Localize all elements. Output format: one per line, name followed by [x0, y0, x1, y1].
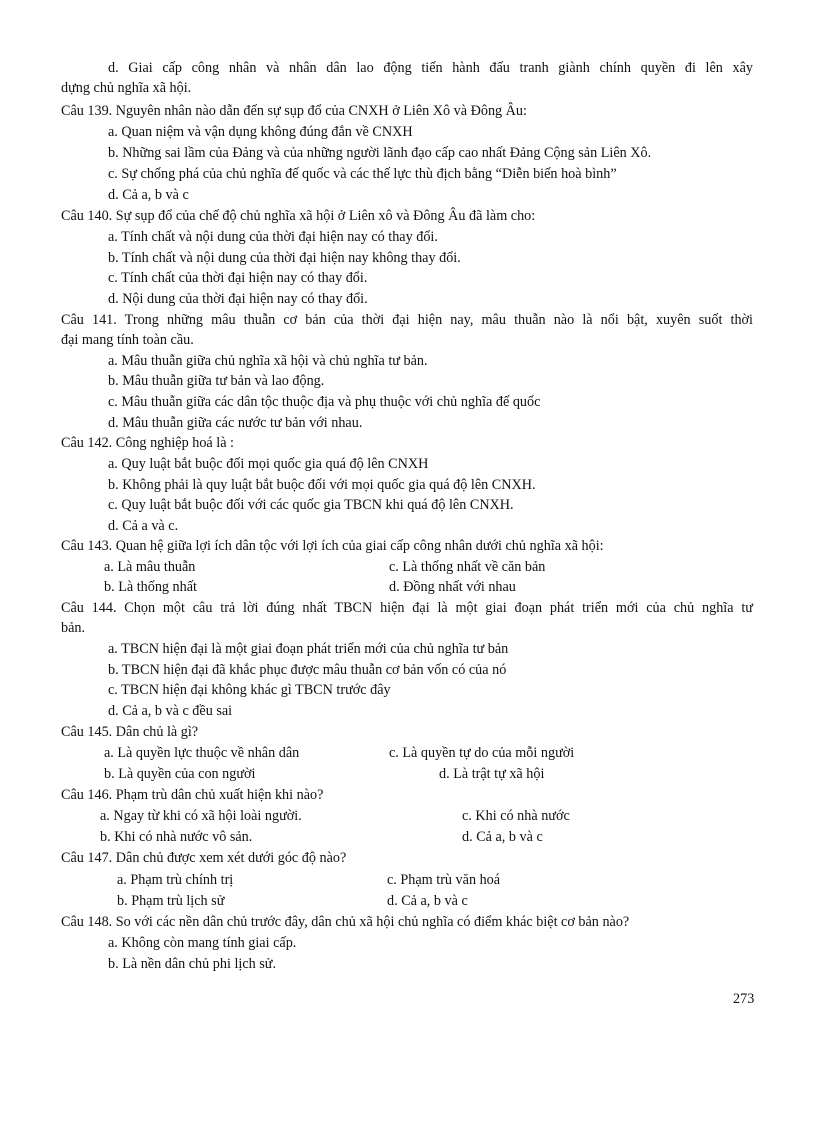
answer-option-d: d. Mâu thuẫn giữa các nước tư bản với nhau.: [108, 415, 363, 431]
answer-option-a: a. Quy luật bắt buộc đối mọi quốc gia quá độ lên CNXH: [108, 456, 429, 472]
answer-option-d: d. Cả a và c.: [108, 518, 179, 534]
question-144: Câu 144. Chọn một câu trả lời đúng nhất TBCN hiện đại là một giai đoạn phát triển mới của chủ nghĩa tư: [61, 600, 753, 616]
question-144-continued: bản.: [61, 620, 86, 636]
answer-option-a: a. TBCN hiện đại là một giai đoạn phát triển mới của chủ nghĩa tư bản: [108, 641, 509, 657]
answer-option-c: c. Mâu thuẫn giữa các dân tộc thuộc địa và phụ thuộc với chủ nghĩa đế quốc: [108, 394, 541, 410]
answer-option-c: c. Là thống nhất về căn bản: [389, 559, 546, 575]
answer-option-b: b. Phạm trù lịch sử: [117, 893, 225, 909]
answer-option-d: d. Cả a, b và c: [462, 829, 543, 845]
answer-option-d: d. Là trật tự xã hội: [439, 766, 545, 782]
answer-option-b: b. Là quyền của con người: [104, 766, 256, 782]
answer-option-b: b. Những sai lầm của Đảng và của những người lãnh đạo cấp cao nhất Đảng Cộng sản Liên Xô.: [108, 145, 652, 161]
answer-option-a: a. Là mâu thuẫn: [104, 559, 196, 575]
question-139: Câu 139. Nguyên nhân nào dẫn đến sự sụp đổ của CNXH ở Liên Xô và Đông Âu:: [61, 103, 527, 119]
answer-option-d-138-continued: dựng chủ nghĩa xã hội.: [61, 80, 192, 96]
answer-option-a: a. Là quyền lực thuộc về nhân dân: [104, 745, 300, 761]
answer-option-d-138: d. Giai cấp công nhân và nhân dân lao động tiến hành đấu tranh giành chính quyền đi lên xây: [108, 60, 753, 76]
answer-option-d: d. Đồng nhất với nhau: [389, 579, 516, 595]
question-145: Câu 145. Dân chủ là gì?: [61, 724, 199, 740]
answer-option-b: b. Là nền dân chủ phi lịch sử.: [108, 956, 277, 972]
question-148: Câu 148. So với các nền dân chủ trước đây, dân chủ xã hội chủ nghĩa có điểm khác biệt cơ bản nào?: [61, 914, 630, 930]
answer-option-c: c. Sự chống phá của chủ nghĩa đế quốc và các thế lực thù địch bằng “Diễn biến hoà bình”: [108, 166, 617, 182]
answer-option-c: c. Khi có nhà nước: [462, 808, 570, 824]
answer-option-c: c. TBCN hiện đại không khác gì TBCN trước đây: [108, 682, 391, 698]
answer-option-a: a. Quan niệm và vận dụng không đúng đắn về CNXH: [108, 124, 413, 140]
question-146: Câu 146. Phạm trù dân chủ xuất hiện khi nào?: [61, 787, 324, 803]
answer-option-b: b. Không phải là quy luật bắt buộc đối với mọi quốc gia quá độ lên CNXH.: [108, 477, 536, 493]
question-141: Câu 141. Trong những mâu thuẫn cơ bản của thời đại hiện nay, mâu thuẫn nào là nổi bật, xuyên suốt thời: [61, 312, 753, 328]
page-number: 273: [733, 991, 755, 1007]
answer-option-a: a. Phạm trù chính trị: [117, 872, 234, 888]
question-147: Câu 147. Dân chủ được xem xét dưới góc độ nào?: [61, 850, 347, 866]
answer-option-a: a. Ngay từ khi có xã hội loài người.: [100, 808, 302, 824]
answer-option-c: c. Phạm trù văn hoá: [387, 872, 501, 888]
answer-option-c: c. Tính chất của thời đại hiện nay có thay đổi.: [108, 270, 368, 286]
answer-option-b: b. TBCN hiện đại đã khắc phục được mâu thuẫn cơ bản vốn có của nó: [108, 662, 507, 678]
answer-option-b: b. Tính chất và nội dung của thời đại hiện nay không thay đổi.: [108, 250, 461, 266]
answer-option-d: d. Cả a, b và c: [108, 187, 189, 203]
answer-option-b: b. Khi có nhà nước vô sản.: [100, 829, 253, 845]
question-143: Câu 143. Quan hệ giữa lợi ích dân tộc với lợi ích của giai cấp công nhân dưới chủ nghĩa xã hội:: [61, 538, 604, 554]
answer-option-c: c. Quy luật bắt buộc đối với các quốc gia TBCN khi quá độ lên CNXH.: [108, 497, 514, 513]
answer-option-d: d. Nội dung của thời đại hiện nay có thay đổi.: [108, 291, 368, 307]
answer-option-a: a. Không còn mang tính giai cấp.: [108, 935, 297, 951]
question-141-continued: đại mang tính toàn cầu.: [61, 332, 194, 348]
answer-option-d: d. Cả a, b và c đều sai: [108, 703, 233, 719]
answer-option-a: a. Mâu thuẫn giữa chủ nghĩa xã hội và chủ nghĩa tư bản.: [108, 353, 428, 369]
answer-option-c: c. Là quyền tự do của mỗi người: [389, 745, 575, 761]
answer-option-a: a. Tính chất và nội dung của thời đại hiện nay có thay đổi.: [108, 229, 438, 245]
answer-option-b: b. Là thống nhất: [104, 579, 197, 595]
answer-option-b: b. Mâu thuẫn giữa tư bản và lao động.: [108, 373, 325, 389]
question-142: Câu 142. Công nghiệp hoá là :: [61, 435, 234, 451]
question-140: Câu 140. Sự sụp đổ của chế độ chủ nghĩa xã hội ở Liên xô và Đông Âu đã làm cho:: [61, 208, 536, 224]
answer-option-d: d. Cả a, b và c: [387, 893, 468, 909]
